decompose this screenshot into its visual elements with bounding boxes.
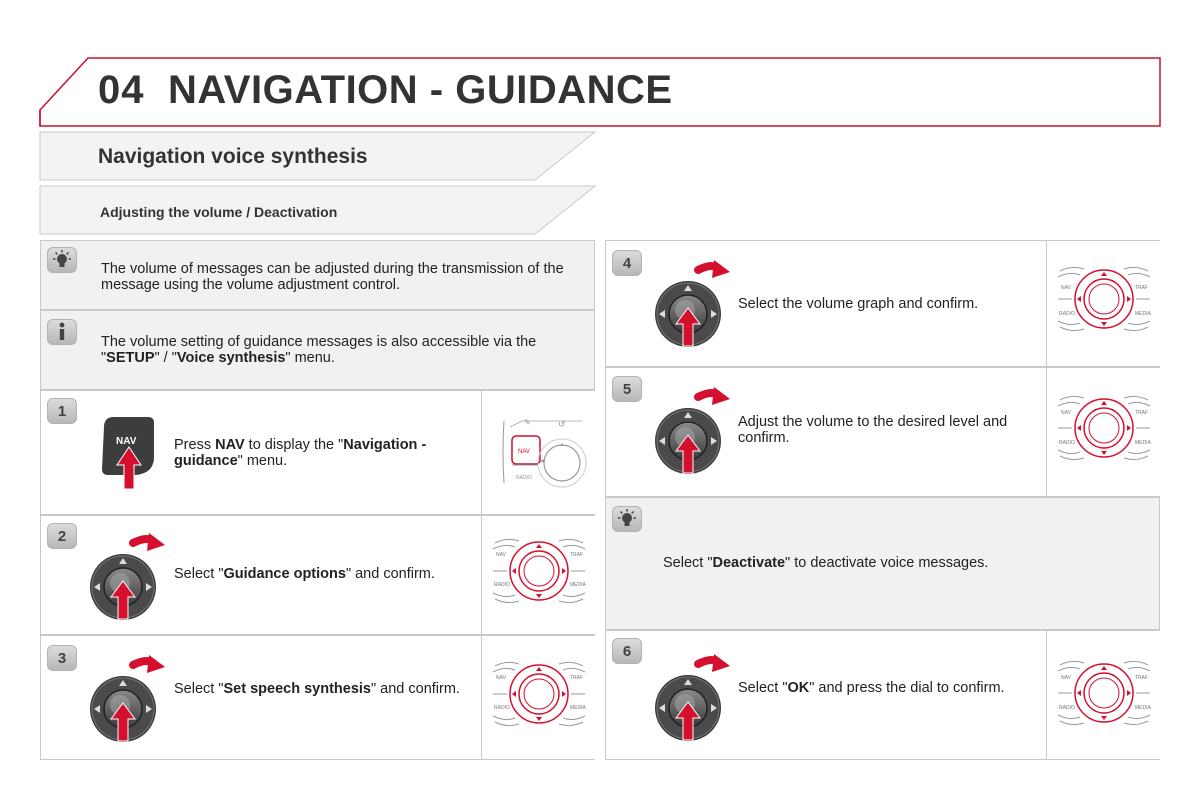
svg-text:MEDIA: MEDIA xyxy=(1135,705,1151,711)
deactivate-text: Select "Deactivate" to deactivate voice messages. xyxy=(663,555,989,571)
section-title: Navigation voice synthesis xyxy=(98,145,368,168)
svg-text:TRAF: TRAF xyxy=(570,675,584,681)
svg-text:NAV: NAV xyxy=(496,552,506,558)
step-2-badge: 2 xyxy=(47,523,77,549)
control-panel-thumbnail xyxy=(481,636,595,759)
step-5-panel xyxy=(605,367,1160,497)
step-3-panel xyxy=(40,635,595,760)
nav-button-label: NAV xyxy=(116,436,137,447)
rotary-dial-icon xyxy=(646,645,736,757)
svg-text:NAV: NAV xyxy=(1061,675,1071,681)
chapter-title: NAVIGATION - GUIDANCE xyxy=(168,68,673,112)
info-panel xyxy=(40,310,595,390)
svg-text:RADIO: RADIO xyxy=(1059,440,1075,446)
svg-text:RADIO: RADIO xyxy=(494,582,510,588)
nav-panel-thumbnail xyxy=(481,391,595,514)
panel-nav-label: NAV xyxy=(518,449,530,455)
step-3-text: Select "Set speech synthesis" and confirm. xyxy=(174,681,460,697)
volume-tip-panel xyxy=(40,240,595,310)
rotary-dial-icon xyxy=(81,524,171,636)
step-2-text: Select "Guidance options" and confirm. xyxy=(174,566,435,582)
deactivate-panel xyxy=(605,497,1160,630)
step-6-badge: 6 xyxy=(612,638,642,664)
control-panel-thumbnail xyxy=(1046,631,1160,759)
svg-text:RADIO: RADIO xyxy=(1059,311,1075,317)
chapter-number: 04 xyxy=(98,68,145,112)
svg-text:NAV: NAV xyxy=(1061,285,1071,291)
step-1-panel xyxy=(40,390,595,515)
svg-text:TRAF: TRAF xyxy=(1135,675,1149,681)
step-4-badge: 4 xyxy=(612,250,642,276)
rotary-dial-icon xyxy=(646,378,736,490)
svg-text:NAV: NAV xyxy=(1061,410,1071,416)
svg-text:MEDIA: MEDIA xyxy=(1135,440,1151,446)
step-5-badge: 5 xyxy=(612,376,642,402)
setup-menu-label: SETUP xyxy=(106,350,155,366)
control-panel-thumbnail xyxy=(1046,241,1160,366)
volume-tip-text: The volume of messages can be adjusted during the transmission of the message using the volume adjustment control. xyxy=(101,261,564,293)
lightbulb-icon xyxy=(612,506,642,532)
step-5-text: Adjust the volume to the desired level and confirm. xyxy=(738,414,1008,446)
svg-text:MEDIA: MEDIA xyxy=(1135,311,1151,317)
control-panel-thumbnail xyxy=(1046,368,1160,496)
info-icon xyxy=(47,319,77,345)
step-1-text: Press NAV to display the "Navigation - guidance" menu. xyxy=(174,437,427,469)
svg-text:NAV: NAV xyxy=(496,675,506,681)
step-3-badge: 3 xyxy=(47,645,77,671)
info-text: The volume setting of guidance messages is also accessible via the "SETUP" / "Voice synthesis" menu. xyxy=(101,334,537,366)
rotary-dial-icon xyxy=(81,646,171,758)
lightbulb-icon xyxy=(47,247,77,273)
svg-text:MEDIA: MEDIA xyxy=(570,582,586,588)
svg-text:TRAF: TRAF xyxy=(1135,410,1149,416)
svg-text:✎: ✎ xyxy=(524,418,531,427)
svg-text:MEDIA: MEDIA xyxy=(570,705,586,711)
step-4-text: Select the volume graph and confirm. xyxy=(738,296,979,312)
svg-text:RADIO: RADIO xyxy=(1059,705,1075,711)
svg-text:TRAF: TRAF xyxy=(1135,285,1149,291)
step-6-text: Select "OK" and press the dial to confirm. xyxy=(738,680,1005,696)
panel-radio-label: RADIO xyxy=(516,475,532,481)
nav-button-icon xyxy=(96,413,166,493)
rotary-dial-icon xyxy=(646,251,736,363)
step-4-panel xyxy=(605,240,1160,367)
step-6-panel xyxy=(605,630,1160,760)
voice-synthesis-menu-label: Voice synthesis xyxy=(176,350,286,366)
control-panel-thumbnail xyxy=(481,516,595,634)
svg-text:RADIO: RADIO xyxy=(494,705,510,711)
svg-text:TRAF: TRAF xyxy=(570,552,584,558)
subsection-title: Adjusting the volume / Deactivation xyxy=(100,204,338,220)
svg-text:↺: ↺ xyxy=(558,419,566,429)
step-1-badge: 1 xyxy=(47,398,77,424)
step-2-panel xyxy=(40,515,595,635)
